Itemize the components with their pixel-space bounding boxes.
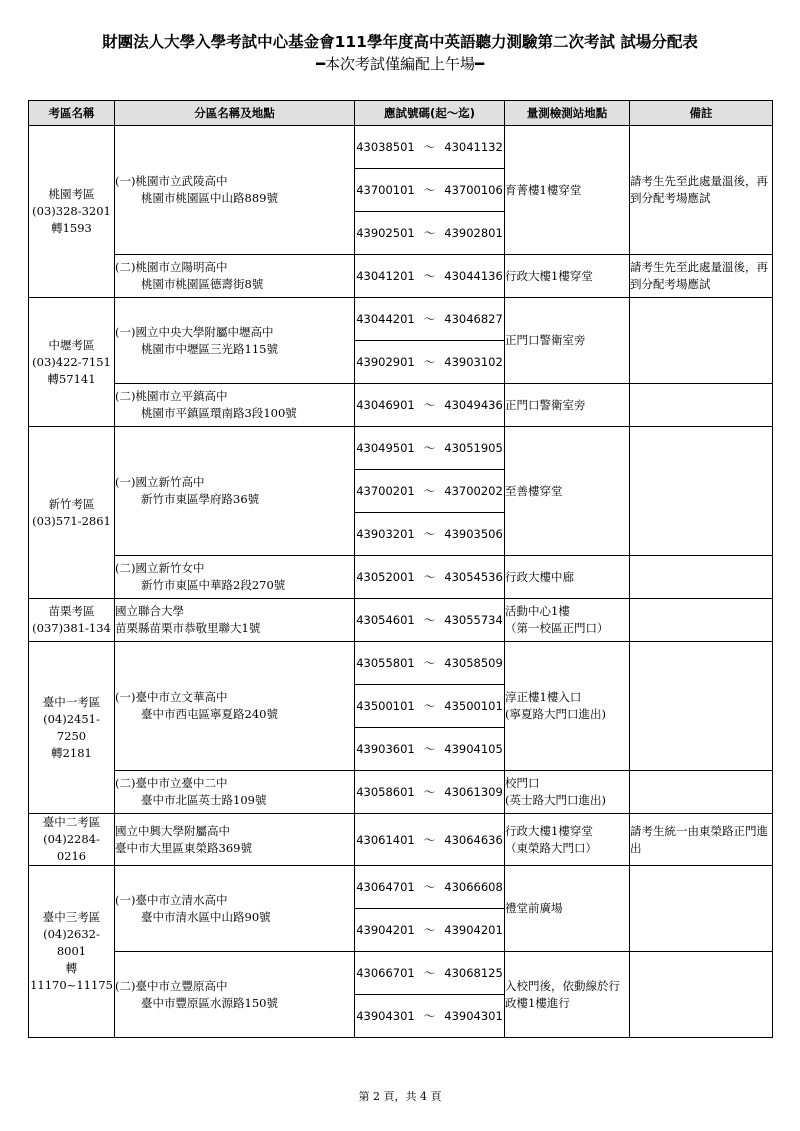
- site-school: (一)臺中市立文華高中: [115, 690, 228, 704]
- note-cell: [630, 771, 773, 814]
- ticket-end: 43046827: [444, 312, 503, 326]
- site-cell: [115, 126, 355, 255]
- ticket-start: 43064701: [356, 880, 415, 894]
- area-name: 苗栗考區: [48, 604, 95, 618]
- ticket-range-cell: [355, 995, 505, 1038]
- ticket-range-cell: [355, 866, 505, 909]
- ticket-end: 43051905: [444, 441, 503, 455]
- area-phone: (03)422-7151: [32, 354, 111, 369]
- ticket-end: 43903506: [444, 527, 503, 541]
- site-cell: [115, 642, 355, 771]
- area-name: 中壢考區: [48, 337, 95, 352]
- range-separator: ～: [423, 312, 436, 326]
- area-phone: (04)2632-8001: [43, 927, 100, 958]
- note-cell: 請考生先至此處量溫後，再到分配考場應試: [630, 255, 773, 298]
- site-address: 桃園市桃園區德壽街8號: [141, 277, 264, 291]
- site-address: 新竹市東區學府路36號: [141, 492, 260, 506]
- area-phone: (03)571-2861: [32, 513, 111, 528]
- site-address: 臺中市豐原區水源路150號: [141, 995, 278, 1010]
- ticket-end: 43904105: [444, 742, 503, 756]
- ticket-end: 43500101: [444, 699, 503, 713]
- station-cell: [505, 255, 630, 298]
- station-location: 正門口警衛室旁: [505, 333, 586, 347]
- ticket-start: 43904301: [356, 1009, 415, 1023]
- ticket-start: 43041201: [356, 269, 415, 283]
- site-cell: [115, 556, 355, 599]
- station-location: 入校門後，依動線於行政樓1樓進行: [505, 978, 620, 1010]
- table-row: [29, 952, 773, 995]
- site-school: 國立聯合大學: [115, 604, 184, 618]
- site-school: 國立中興大學附屬高中: [115, 823, 230, 838]
- station-cell: [505, 599, 630, 642]
- site-address: 臺中市清水區中山路90號: [141, 909, 271, 924]
- ticket-range-cell: [355, 255, 505, 298]
- ticket-range-cell: [355, 909, 505, 952]
- area-cell: [29, 642, 115, 814]
- area-name: 桃園考區: [48, 187, 95, 201]
- site-cell: [115, 298, 355, 384]
- area-cell: [29, 814, 115, 866]
- site-school: (一)桃園市立武陵高中: [115, 174, 228, 188]
- site-cell: [115, 771, 355, 814]
- area-phone: (04)2284-0216: [43, 832, 100, 863]
- ticket-end: 43054536: [444, 570, 503, 584]
- range-separator: ～: [423, 785, 436, 799]
- site-address: 苗栗縣苗栗市恭敬里聯大1號: [115, 621, 261, 635]
- area-name: 臺中三考區: [42, 910, 101, 924]
- table-row: [29, 866, 773, 909]
- site-address: 臺中市西屯區寧夏路240號: [141, 707, 278, 721]
- station-location: 正門口警衛室旁: [505, 397, 586, 412]
- ticket-start: 43500101: [356, 699, 415, 713]
- ticket-end: 43700106: [444, 183, 503, 197]
- note-cell: [630, 952, 773, 1038]
- site-cell: [115, 866, 355, 952]
- ticket-end: 43700202: [444, 484, 503, 498]
- area-cell: [29, 866, 115, 1038]
- range-separator: ～: [423, 355, 436, 369]
- station-location: 淳正樓1樓入口: [505, 690, 582, 704]
- note-cell: [630, 298, 773, 384]
- range-separator: ～: [423, 656, 436, 670]
- ticket-start: 43054601: [356, 613, 415, 627]
- area-name: 新竹考區: [48, 496, 95, 511]
- site-cell: [115, 384, 355, 427]
- note-cell: [630, 556, 773, 599]
- table-row: [29, 384, 773, 427]
- col-header-station: 量測檢測站地點: [505, 101, 630, 126]
- station-location: 禮堂前廣場: [505, 901, 563, 915]
- area-extension: 轉2181: [51, 745, 92, 760]
- station-cell: [505, 427, 630, 556]
- area-cell: [29, 298, 115, 427]
- ticket-start: 43066701: [356, 966, 415, 980]
- table-row: [29, 556, 773, 599]
- ticket-range-cell: [355, 470, 505, 513]
- table-body: [29, 126, 773, 1038]
- ticket-range-cell: [355, 384, 505, 427]
- station-location: 育菁樓1樓穿堂: [505, 182, 582, 197]
- ticket-end: 43068125: [444, 966, 503, 980]
- site-cell: [115, 255, 355, 298]
- site-address: 桃園市桃園區中山路889號: [141, 191, 278, 205]
- ticket-end: 43058509: [444, 656, 503, 670]
- note-cell: [630, 866, 773, 952]
- ticket-range-cell: [355, 298, 505, 341]
- site-cell: [115, 599, 355, 642]
- site-school: (二)桃園市立陽明高中: [115, 260, 228, 274]
- site-school: (二)臺中市立豐原高中: [115, 978, 228, 993]
- table-row: [29, 427, 773, 470]
- table-row: [29, 126, 773, 169]
- ticket-range-cell: [355, 169, 505, 212]
- page-footer: 第 2 頁，共 4 頁: [358, 1090, 442, 1103]
- area-name: 臺中一考區: [42, 694, 101, 709]
- station-location: 行政大樓1樓穿堂: [505, 268, 593, 283]
- range-separator: ～: [423, 226, 436, 240]
- range-separator: ～: [423, 880, 436, 894]
- station-location: 行政大樓中廊: [505, 569, 574, 584]
- range-separator: ～: [423, 832, 436, 847]
- ticket-start: 43044201: [356, 312, 415, 326]
- area-phone: (03)328-3201: [32, 204, 111, 218]
- site-cell: [115, 427, 355, 556]
- ticket-end: 43066608: [444, 880, 503, 894]
- ticket-range-cell: [355, 771, 505, 814]
- station-location-detail: (英士路大門口進出): [505, 793, 606, 807]
- col-header-site: 分區名稱及地點: [115, 101, 355, 126]
- station-location: 校門口: [505, 776, 540, 790]
- ticket-range-cell: [355, 341, 505, 384]
- range-separator: ～: [423, 742, 436, 756]
- station-cell: [505, 556, 630, 599]
- note-cell: [630, 599, 773, 642]
- ticket-range-cell: [355, 814, 505, 866]
- ticket-start: 43052001: [356, 570, 415, 584]
- page-title: 財團法人大學入學考試中心基金會111學年度高中英語聽力測驗第二次考試 試場分配表: [102, 33, 698, 51]
- ticket-range-cell: [355, 952, 505, 995]
- station-cell: [505, 384, 630, 427]
- area-cell: [29, 599, 115, 642]
- ticket-range-cell: [355, 728, 505, 771]
- range-separator: ～: [423, 140, 436, 154]
- table-row: [29, 255, 773, 298]
- table-row: [29, 814, 773, 866]
- station-cell: [505, 866, 630, 952]
- note-cell: [630, 427, 773, 556]
- ticket-range-cell: [355, 427, 505, 470]
- table-row: [29, 642, 773, 685]
- range-separator: ～: [423, 183, 436, 197]
- table-row: [29, 298, 773, 341]
- range-separator: ～: [423, 398, 436, 412]
- ticket-start: 43055801: [356, 656, 415, 670]
- station-cell: [505, 771, 630, 814]
- site-school: (一)國立中央大學附屬中壢高中: [115, 324, 274, 339]
- station-cell: [505, 952, 630, 1038]
- col-header-ticket-range: 應試號碼(起～迄): [355, 101, 505, 126]
- ticket-end: 43055734: [444, 613, 503, 627]
- table-header-row: [29, 101, 773, 126]
- note-cell: 請考生統一由東榮路正門進出: [630, 814, 773, 866]
- site-address: 桃園市中壢區三光路115號: [141, 341, 278, 356]
- area-extension: 轉1593: [51, 221, 92, 235]
- col-header-note: 備註: [630, 101, 773, 126]
- site-school: (二)桃園市立平鎮高中: [115, 389, 228, 403]
- ticket-start: 43903601: [356, 742, 415, 756]
- ticket-start: 43903201: [356, 527, 415, 541]
- ticket-start: 43902901: [356, 355, 415, 369]
- area-phone: (04)2451-7250: [43, 711, 100, 743]
- site-address: 臺中市北區英士路109號: [141, 793, 267, 807]
- ticket-range-cell: [355, 126, 505, 169]
- allocation-table: [28, 100, 773, 1038]
- ticket-start: 43061401: [356, 832, 415, 847]
- range-separator: ～: [423, 269, 436, 283]
- note-cell: 請考生先至此處量溫後，再到分配考場應試: [630, 126, 773, 255]
- ticket-start: 43038501: [356, 140, 415, 154]
- station-cell: [505, 298, 630, 384]
- range-separator: ～: [423, 527, 436, 541]
- ticket-end: 43904201: [444, 923, 503, 937]
- ticket-end: 43044136: [444, 269, 503, 283]
- area-phone: (037)381-134: [32, 621, 111, 635]
- ticket-end: 43041132: [444, 140, 503, 154]
- station-cell: [505, 642, 630, 771]
- ticket-start: 43049501: [356, 441, 415, 455]
- ticket-range-cell: [355, 599, 505, 642]
- station-location-detail: （第一校區正門口）: [505, 621, 609, 635]
- station-cell: [505, 814, 630, 866]
- col-header-area: 考區名稱: [29, 101, 115, 126]
- site-school: (一)國立新竹高中: [115, 475, 205, 489]
- ticket-start: 43902501: [356, 226, 415, 240]
- area-cell: [29, 126, 115, 298]
- ticket-start: 43058601: [356, 785, 415, 799]
- range-separator: ～: [423, 699, 436, 713]
- range-separator: ～: [423, 570, 436, 584]
- ticket-range-cell: [355, 685, 505, 728]
- page-subtitle: ━本次考試僅編配上午場━: [315, 55, 485, 73]
- site-school: (一)臺中市立清水高中: [115, 892, 228, 907]
- note-cell: [630, 642, 773, 771]
- range-separator: ～: [423, 1009, 436, 1023]
- area-extension: 轉11170~11175: [30, 961, 113, 992]
- ticket-range-cell: [355, 513, 505, 556]
- station-cell: [505, 126, 630, 255]
- ticket-end: 43049436: [444, 398, 503, 412]
- table-row: [29, 771, 773, 814]
- range-separator: ～: [423, 923, 436, 937]
- site-address: 桃園市平鎮區環南路3段100號: [141, 406, 297, 420]
- ticket-end: 43904301: [444, 1009, 503, 1023]
- station-location: 活動中心1樓: [505, 604, 570, 618]
- ticket-end: 43903102: [444, 355, 503, 369]
- table-row: [29, 599, 773, 642]
- station-location-detail: （東榮路大門口）: [505, 840, 597, 855]
- ticket-start: 43904201: [356, 923, 415, 937]
- site-cell: [115, 814, 355, 866]
- site-address: 臺中市大里區東榮路369號: [115, 840, 252, 855]
- note-cell: [630, 384, 773, 427]
- ticket-range-cell: [355, 642, 505, 685]
- site-school: (二)臺中市立臺中二中: [115, 776, 228, 790]
- range-separator: ～: [423, 613, 436, 627]
- ticket-start: 43046901: [356, 398, 415, 412]
- ticket-end: 43902801: [444, 226, 503, 240]
- station-location-detail: (寧夏路大門口進出): [505, 707, 606, 721]
- site-address: 新竹市東區中華路2段270號: [141, 578, 286, 592]
- site-cell: [115, 952, 355, 1038]
- area-extension: 轉57141: [47, 371, 96, 386]
- area-name: 臺中二考區: [42, 815, 101, 829]
- site-school: (二)國立新竹女中: [115, 561, 205, 575]
- ticket-start: 43700201: [356, 484, 415, 498]
- range-separator: ～: [423, 441, 436, 455]
- ticket-range-cell: [355, 556, 505, 599]
- ticket-end: 43061309: [444, 785, 503, 799]
- range-separator: ～: [423, 484, 436, 498]
- station-location: 行政大樓1樓穿堂: [505, 823, 593, 838]
- ticket-end: 43064636: [444, 832, 503, 847]
- station-location: 至善樓穿堂: [505, 483, 563, 498]
- range-separator: ～: [423, 966, 436, 980]
- ticket-start: 43700101: [356, 183, 415, 197]
- area-cell: [29, 427, 115, 599]
- ticket-range-cell: [355, 212, 505, 255]
